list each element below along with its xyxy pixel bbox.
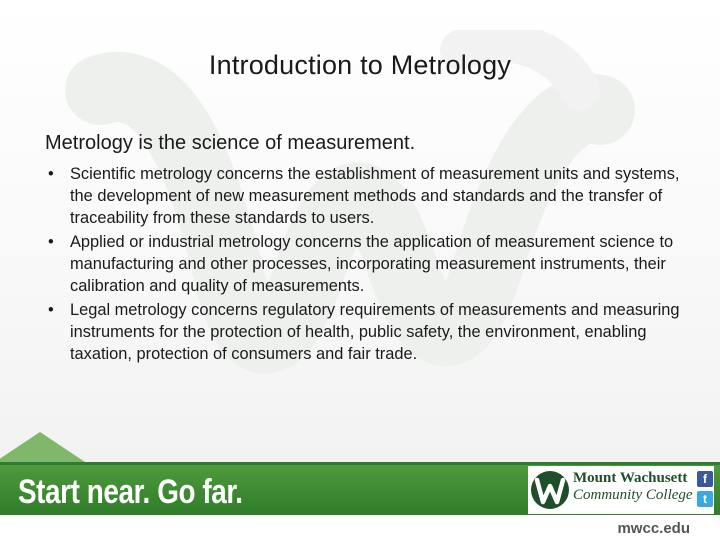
lead-text: Metrology is the science of measurement. xyxy=(45,132,416,154)
bullet-marker: • xyxy=(48,233,54,251)
twitter-icon[interactable]: t xyxy=(697,491,713,507)
footer-bottom-bar xyxy=(0,515,720,540)
footer-slogan: Start near. Go far. xyxy=(18,473,243,511)
mwcc-w-logo-icon xyxy=(530,468,570,512)
bullet-item xyxy=(48,163,688,229)
bullet-item xyxy=(48,231,688,297)
college-name-line2: Community College xyxy=(573,487,693,503)
footer-triangle-accent xyxy=(0,432,88,464)
bullet-list xyxy=(48,163,688,367)
facebook-icon[interactable]: f xyxy=(697,471,713,487)
college-name-line1: Mount Wachusett xyxy=(573,470,688,486)
bullet-text: Legal metrology concerns regulatory requirements of measurements and measuring instruments for the protection of health, public safety, the environment, enabling taxation, protection of consumers and fair trade. xyxy=(70,301,680,363)
bullet-marker: • xyxy=(48,301,54,319)
bullet-text: Scientific metrology concerns the establishment of measurement units and systems, the development of new measurement methods and standards and the transfer of traceability from these standards to users. xyxy=(70,165,680,227)
slide-title: Introduction to Metrology xyxy=(208,50,512,80)
bullet-marker: • xyxy=(48,165,54,183)
bullet-text: Applied or industrial metrology concerns the application of measurement science to manufacturing and other processes, incorporating measurement instruments, their calibration and quality of measurements. xyxy=(70,233,674,295)
bullet-item xyxy=(48,299,688,365)
college-url[interactable]: mwcc.edu xyxy=(617,520,690,537)
